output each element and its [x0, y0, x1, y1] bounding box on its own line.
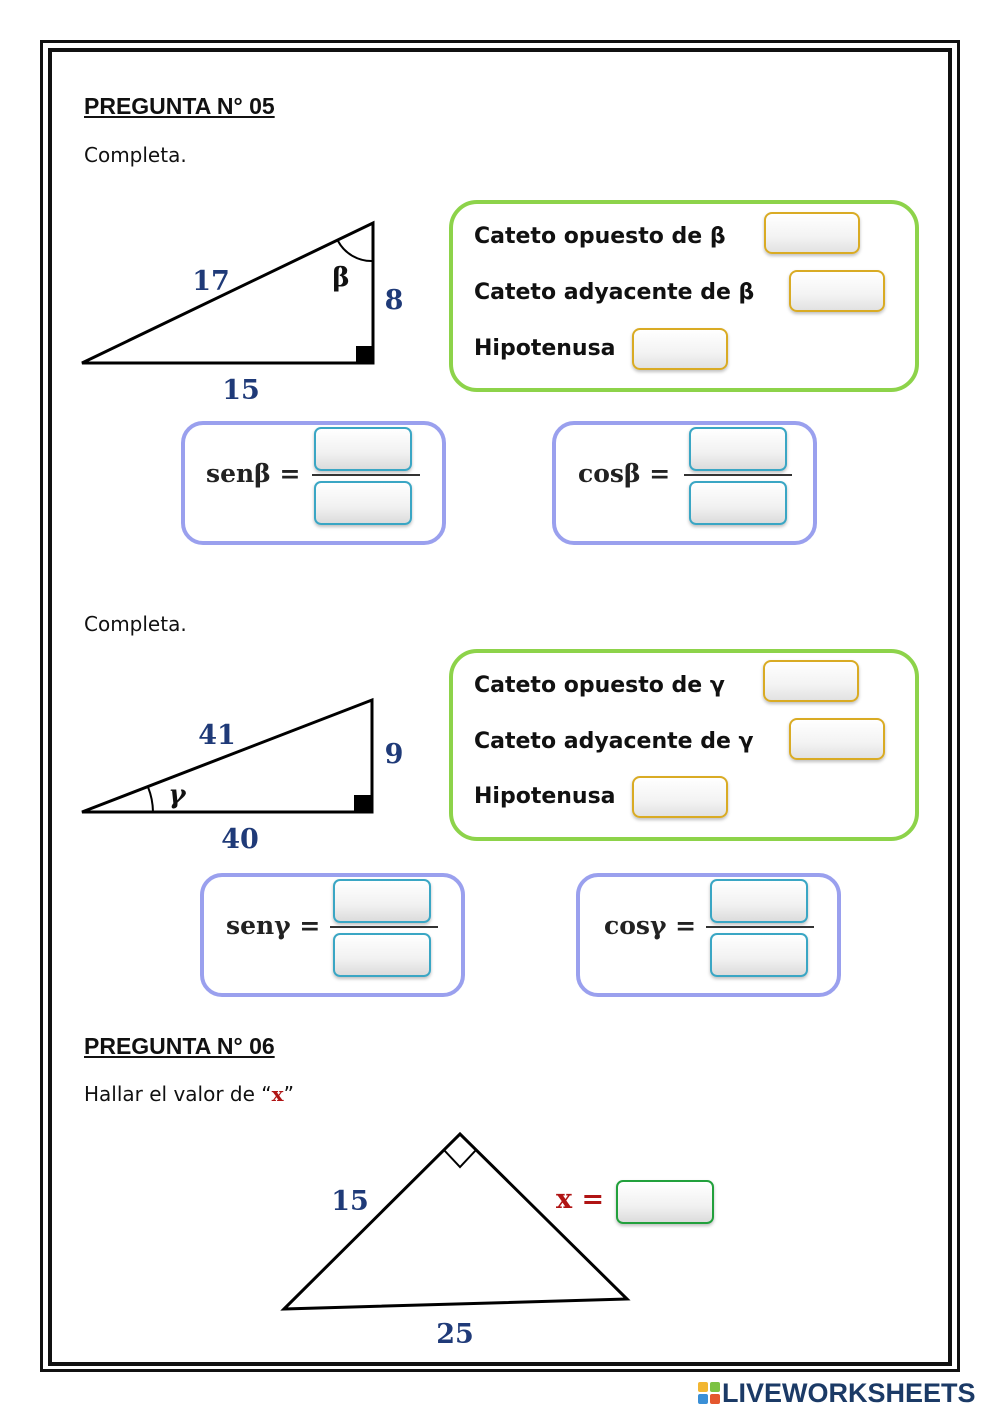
- angle-label-beta: β: [332, 263, 350, 293]
- question-5-title: PREGUNTA N° 05: [84, 93, 275, 119]
- side-label-base: 15: [222, 375, 260, 406]
- answer-opposite-gamma[interactable]: [763, 660, 859, 702]
- side-label-vertical: 8: [384, 285, 404, 316]
- answer-hypotenuse-beta[interactable]: [632, 328, 728, 370]
- triangle-x: [284, 1134, 627, 1309]
- cos-beta-numerator[interactable]: [689, 427, 787, 471]
- x-equals-label: x =: [556, 1184, 605, 1215]
- cos-beta-label: cosβ =: [578, 459, 671, 488]
- answer-adjacent-beta[interactable]: [789, 270, 885, 312]
- label-hypotenuse-beta: Hipotenusa: [474, 336, 616, 361]
- sin-beta-denominator[interactable]: [314, 481, 412, 525]
- triangle-gamma-figure: [70, 690, 420, 860]
- cos-gamma-fraction-bar: [706, 926, 814, 928]
- answer-adjacent-gamma[interactable]: [789, 718, 885, 760]
- right-angle-marker: [444, 1150, 476, 1167]
- side-label-hypotenuse: 17: [192, 266, 230, 297]
- liveworksheets-logo-icon: [698, 1380, 720, 1402]
- angle-arc-beta: [338, 241, 373, 261]
- sin-gamma-fraction-bar: [330, 926, 438, 928]
- instruction-suffix: ”: [283, 1082, 294, 1106]
- cos-beta-denominator[interactable]: [689, 481, 787, 525]
- question-5-instruction-1: Completa.: [84, 143, 187, 167]
- side-label-left: 15: [331, 1186, 369, 1217]
- answer-x[interactable]: [616, 1180, 714, 1224]
- angle-label-gamma: γ: [168, 780, 186, 810]
- question-6-instruction: [84, 1082, 294, 1106]
- label-opposite-gamma: Cateto opuesto de γ: [474, 673, 725, 698]
- triangle-beta-figure: [70, 210, 420, 410]
- triangle-x-figure: [270, 1120, 650, 1360]
- side-label-base: 25: [436, 1319, 474, 1350]
- sin-gamma-label: senγ =: [226, 911, 321, 940]
- instruction-prefix: Hallar el valor de “: [84, 1082, 272, 1106]
- cos-beta-fraction-bar: [684, 474, 792, 476]
- sin-gamma-denominator[interactable]: [333, 933, 431, 977]
- side-label-vertical: 9: [384, 739, 404, 770]
- side-label-base: 40: [221, 824, 259, 855]
- sin-beta-label: senβ =: [206, 459, 301, 488]
- right-angle-marker: [354, 795, 372, 812]
- sin-gamma-numerator[interactable]: [333, 879, 431, 923]
- instruction-variable: x: [271, 1082, 284, 1106]
- liveworksheets-logo: [698, 1378, 976, 1409]
- cos-gamma-denominator[interactable]: [710, 933, 808, 977]
- label-adjacent-gamma: Cateto adyacente de γ: [474, 729, 754, 754]
- answer-opposite-beta[interactable]: [764, 212, 860, 254]
- label-adjacent-beta: Cateto adyacente de β: [474, 280, 755, 305]
- liveworksheets-logo-text: LIVEWORKSHEETS: [722, 1378, 976, 1408]
- cos-gamma-label: cosγ =: [604, 911, 697, 940]
- label-opposite-beta: Cateto opuesto de β: [474, 224, 726, 249]
- sin-beta-numerator[interactable]: [314, 427, 412, 471]
- angle-arc-gamma: [148, 787, 153, 812]
- question-5-instruction-2: Completa.: [84, 612, 187, 636]
- triangle-gamma: [82, 700, 372, 812]
- right-angle-marker: [356, 346, 373, 363]
- side-label-hypotenuse: 41: [198, 720, 236, 751]
- question-6-title: PREGUNTA N° 06: [84, 1033, 275, 1059]
- sin-beta-fraction-bar: [312, 474, 420, 476]
- answer-hypotenuse-gamma[interactable]: [632, 776, 728, 818]
- label-hypotenuse-gamma: Hipotenusa: [474, 784, 616, 809]
- cos-gamma-numerator[interactable]: [710, 879, 808, 923]
